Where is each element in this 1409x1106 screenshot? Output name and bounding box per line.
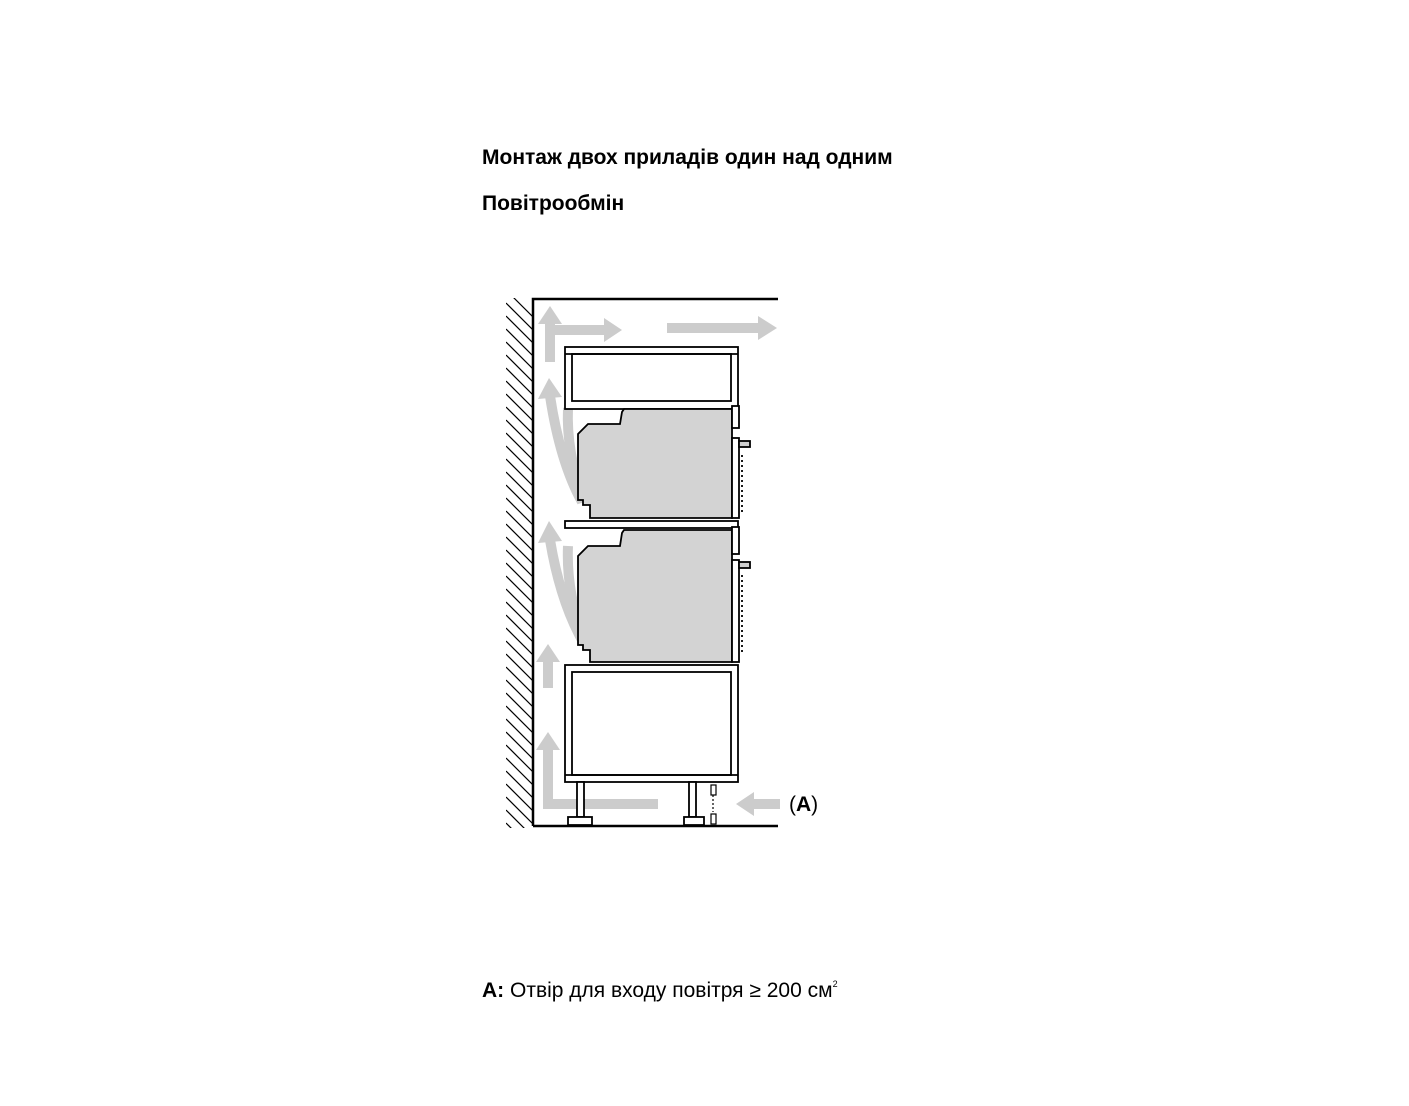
hatch-line (506, 680, 534, 708)
hatch-line (506, 485, 534, 513)
hatch-line (506, 628, 534, 656)
hatch-line (506, 433, 534, 461)
upper-cabinet (565, 347, 738, 409)
hatch-line (506, 290, 534, 318)
hatch-line (506, 745, 534, 773)
hatch-line (506, 368, 534, 396)
hatch-line (506, 576, 534, 604)
hatch-line (506, 316, 534, 344)
hatch-line (506, 550, 534, 578)
legend-key: A: (482, 979, 505, 1002)
lower-appliance (578, 527, 750, 662)
hatch-line (506, 563, 534, 591)
hatch-line (506, 524, 534, 552)
hatch-line (506, 615, 534, 643)
hatch-line (506, 719, 534, 747)
hatch-line (506, 771, 534, 799)
wall-hatching (506, 290, 534, 840)
hatch-line (506, 303, 534, 331)
legend-superscript: 2 (832, 979, 838, 989)
hatch-line (506, 537, 534, 565)
hatch-line (506, 602, 534, 630)
callout-a-label: (A) (789, 793, 819, 816)
hatch-line (506, 407, 534, 435)
hatch-line (506, 823, 534, 840)
page-subtitle: Повітрообмін (482, 192, 625, 215)
hatch-line (506, 706, 534, 734)
legend-text: Отвір для входу повітря ≥ 200 см (510, 979, 833, 1002)
hatch-line (506, 758, 534, 786)
hatch-line (506, 589, 534, 617)
hatch-line (506, 511, 534, 539)
hatch-line (506, 836, 534, 840)
hatch-line (506, 446, 534, 474)
installation-diagram (500, 290, 840, 840)
hatch-line (506, 329, 534, 357)
hatch-line (506, 693, 534, 721)
lower-cabinet (565, 665, 738, 782)
hatch-line (506, 641, 534, 669)
hatch-line (506, 784, 534, 812)
legend-caption (482, 979, 838, 1003)
hatch-line (506, 498, 534, 526)
hatch-line (506, 810, 534, 838)
hatch-line (506, 420, 534, 448)
hatch-line (506, 667, 534, 695)
hatch-line (506, 342, 534, 370)
hatch-line (506, 394, 534, 422)
hatch-line (506, 381, 534, 409)
upper-appliance (578, 406, 750, 518)
hatch-line (506, 732, 534, 760)
page-title: Монтаж двох приладів один над одним (482, 146, 893, 169)
hatch-line (506, 459, 534, 487)
hatch-line (506, 654, 534, 682)
hatch-line (506, 355, 534, 383)
middle-shelf (565, 521, 738, 528)
hatch-line (506, 797, 534, 825)
hatch-line (506, 472, 534, 500)
